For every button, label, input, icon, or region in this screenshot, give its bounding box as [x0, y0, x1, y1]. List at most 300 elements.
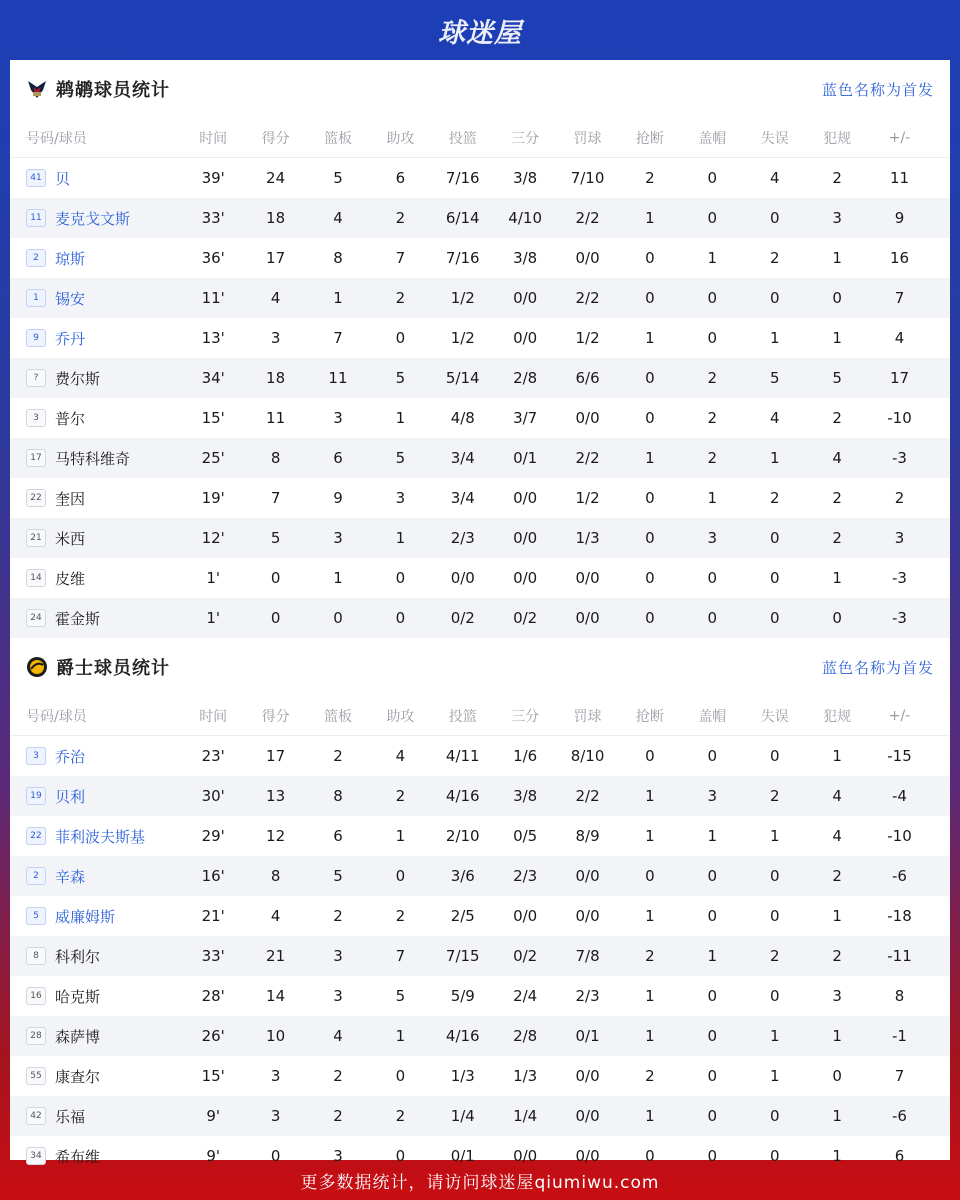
stat-blocks: 0	[707, 987, 718, 1005]
stat-three: 0/0	[513, 569, 538, 587]
player-row[interactable]	[10, 976, 950, 1016]
player-row[interactable]	[10, 598, 950, 638]
stat-blocks: 0	[707, 867, 718, 885]
stat-plus-minus: 11	[889, 169, 910, 187]
column-header: 投篮	[448, 708, 477, 725]
stat-steals: 1	[645, 449, 655, 467]
stat-rebounds: 3	[333, 987, 343, 1005]
stat-fouls: 1	[832, 1027, 842, 1045]
jersey-number: 24	[26, 609, 46, 627]
player-row[interactable]	[10, 558, 950, 598]
player-row[interactable]	[10, 776, 950, 816]
player-cell	[10, 288, 182, 309]
stat-ft: 0/1	[575, 1027, 600, 1045]
stat-fouls: 1	[832, 329, 842, 347]
stat-fouls: 4	[832, 827, 842, 845]
stat-fg: 5/9	[450, 987, 475, 1005]
stat-plus-minus: 2	[894, 489, 905, 507]
stat-fg: 3/4	[450, 449, 475, 467]
stat-time: 34'	[201, 369, 225, 387]
stat-fouls: 5	[832, 369, 842, 387]
player-row[interactable]	[10, 278, 950, 318]
stat-blocks: 0	[707, 169, 718, 187]
stat-ft: 0/0	[575, 1067, 600, 1085]
jersey-number: 28	[26, 1027, 46, 1045]
player-name[interactable]: 皮维	[55, 569, 86, 588]
player-row[interactable]	[10, 518, 950, 558]
stat-three: 1/6	[513, 747, 538, 765]
jersey-number: 8	[26, 947, 46, 965]
player-row[interactable]	[10, 398, 950, 438]
jersey-number: 3	[26, 747, 46, 765]
stat-steals: 1	[645, 1027, 655, 1045]
stat-three: 0/5	[513, 827, 538, 845]
stat-ft: 0/0	[575, 1107, 600, 1125]
stat-fouls: 2	[832, 947, 842, 965]
stat-rebounds: 3	[333, 947, 343, 965]
stat-fouls: 2	[832, 489, 842, 507]
stat-fouls: 2	[832, 529, 842, 547]
stat-points: 8	[270, 867, 281, 885]
stat-ft: 8/10	[570, 747, 605, 765]
stat-fouls: 0	[832, 609, 842, 627]
column-header: 三分	[511, 130, 540, 147]
stat-ft: 2/3	[575, 987, 600, 1005]
stat-plus-minus: -10	[887, 409, 912, 427]
stat-plus-minus: -15	[887, 747, 912, 765]
stat-assists: 2	[395, 1107, 406, 1125]
stat-fg: 5/14	[445, 369, 480, 387]
player-name[interactable]: 森萨博	[55, 1027, 101, 1046]
section-header	[10, 60, 950, 118]
stat-three: 3/8	[513, 787, 538, 805]
player-cell	[10, 368, 182, 389]
stat-time: 13'	[201, 329, 225, 347]
stat-rebounds: 1	[333, 569, 343, 587]
stat-assists: 0	[395, 569, 406, 587]
stat-blocks: 0	[707, 609, 718, 627]
stat-fouls: 2	[832, 169, 842, 187]
stat-points: 0	[270, 609, 281, 627]
player-name[interactable]: 马特科维奇	[55, 449, 131, 468]
stat-steals: 0	[645, 569, 655, 587]
stat-steals: 0	[645, 609, 655, 627]
stat-assists: 1	[395, 409, 406, 427]
player-name[interactable]: 霍金斯	[55, 609, 101, 628]
stat-blocks: 3	[707, 787, 718, 805]
stat-time: 25'	[201, 449, 225, 467]
jersey-number: 34	[26, 1147, 46, 1165]
stat-blocks: 2	[707, 369, 718, 387]
stat-points: 11	[266, 409, 286, 427]
player-name[interactable]: 乔丹	[55, 329, 86, 348]
stat-assists: 0	[395, 1067, 406, 1085]
stat-ft: 2/2	[575, 449, 600, 467]
player-name[interactable]: 奎因	[55, 489, 86, 508]
stat-time: 1'	[206, 609, 221, 627]
stat-fg: 1/4	[450, 1107, 475, 1125]
stat-blocks: 1	[707, 827, 718, 845]
stat-three: 0/0	[513, 329, 538, 347]
starter-legend: 蓝色名称为首发	[821, 80, 934, 99]
stat-ft: 8/9	[575, 827, 600, 845]
player-cell	[10, 946, 182, 967]
stat-turnovers: 4	[769, 169, 780, 187]
stat-blocks: 2	[707, 449, 718, 467]
stat-assists: 3	[395, 489, 406, 507]
stat-three: 2/3	[513, 867, 538, 885]
stat-turnovers: 0	[769, 907, 780, 925]
player-name[interactable]: 琼斯	[55, 249, 86, 268]
jersey-number: 21	[26, 529, 46, 547]
stat-blocks: 0	[707, 907, 718, 925]
player-cell	[10, 408, 182, 429]
jersey-number: 2	[26, 249, 46, 267]
stat-blocks: 0	[707, 1027, 718, 1045]
stat-fouls: 1	[832, 569, 842, 587]
stat-ft: 2/2	[575, 289, 600, 307]
player-name[interactable]: 麦克戈文斯	[55, 209, 131, 228]
stat-time: 9'	[206, 1147, 221, 1165]
stat-fouls: 1	[832, 747, 842, 765]
team-title: 爵士球员统计	[56, 658, 170, 679]
stat-turnovers: 0	[769, 1107, 780, 1125]
stat-points: 5	[270, 529, 281, 547]
column-header: 失误	[760, 708, 789, 725]
stat-blocks: 0	[707, 209, 718, 227]
player-row[interactable]	[10, 438, 950, 478]
column-header-row	[10, 696, 950, 736]
stat-turnovers: 1	[769, 827, 780, 845]
stat-time: 19'	[201, 489, 225, 507]
stat-steals: 0	[645, 289, 655, 307]
stat-ft: 2/2	[575, 209, 600, 227]
stat-three: 0/2	[513, 609, 538, 627]
stat-time: 15'	[201, 409, 225, 427]
stat-ft: 0/0	[575, 249, 600, 267]
stat-points: 24	[266, 169, 286, 187]
player-row[interactable]	[10, 936, 950, 976]
stat-steals: 1	[645, 209, 655, 227]
stat-ft: 6/6	[575, 369, 600, 387]
stat-turnovers: 1	[769, 1027, 780, 1045]
stat-assists: 5	[395, 449, 406, 467]
stat-plus-minus: 7	[894, 289, 905, 307]
jersey-number: 42	[26, 1107, 46, 1125]
stat-ft: 1/2	[575, 489, 600, 507]
stat-turnovers: 0	[769, 569, 780, 587]
stat-assists: 5	[395, 987, 406, 1005]
jersey-number: 22	[26, 827, 46, 845]
stat-steals: 0	[645, 249, 655, 267]
jersey-number: 1	[26, 289, 46, 307]
stat-fg: 2/5	[450, 907, 475, 925]
stat-plus-minus: -3	[892, 569, 907, 587]
player-row[interactable]	[10, 896, 950, 936]
stat-fg: 2/10	[445, 827, 480, 845]
stat-time: 16'	[201, 867, 225, 885]
player-name[interactable]: 乔治	[55, 747, 86, 766]
stat-fouls: 2	[832, 867, 842, 885]
stat-three: 0/0	[513, 529, 538, 547]
jersey-number: 14	[26, 569, 46, 587]
stat-rebounds: 11	[328, 369, 348, 387]
stat-blocks: 0	[707, 329, 718, 347]
stat-turnovers: 1	[769, 1067, 780, 1085]
column-header: 时间	[199, 130, 228, 147]
jersey-number: 3	[26, 409, 46, 427]
stat-points: 18	[266, 209, 286, 227]
stat-ft: 0/0	[575, 409, 600, 427]
player-cell	[10, 608, 182, 629]
player-name[interactable]: 科利尔	[55, 947, 101, 966]
player-row[interactable]	[10, 1096, 950, 1136]
stat-rebounds: 3	[333, 1147, 343, 1165]
jersey-number: 55	[26, 1067, 46, 1085]
column-header: 罚球	[573, 708, 602, 725]
stat-time: 33'	[201, 209, 225, 227]
stat-points: 8	[270, 449, 281, 467]
stat-plus-minus: -18	[887, 907, 912, 925]
column-header: 罚球	[573, 130, 602, 147]
stat-steals: 2	[645, 169, 655, 187]
stat-plus-minus: 7	[894, 1067, 905, 1085]
jersey-number: 11	[26, 209, 46, 227]
jersey-number: 2	[26, 867, 46, 885]
stat-turnovers: 1	[769, 329, 780, 347]
stat-rebounds: 5	[333, 169, 343, 187]
stat-ft: 7/8	[575, 947, 600, 965]
stat-three: 3/8	[513, 249, 538, 267]
jazz-logo-icon	[26, 656, 48, 678]
team-section	[10, 60, 950, 638]
team-heading	[26, 654, 170, 680]
stat-plus-minus: 4	[894, 329, 905, 347]
stat-steals: 1	[645, 987, 655, 1005]
player-row[interactable]	[10, 1056, 950, 1096]
stat-points: 18	[266, 369, 286, 387]
stat-fouls: 3	[832, 209, 842, 227]
stat-fg: 4/11	[445, 747, 480, 765]
stat-fg: 1/2	[450, 329, 475, 347]
pelicans-logo-icon	[26, 78, 48, 100]
stat-time: 1'	[206, 569, 221, 587]
stat-turnovers: 4	[769, 409, 780, 427]
stat-fg: 7/15	[445, 947, 480, 965]
jersey-number: 16	[26, 987, 46, 1005]
player-cell	[10, 248, 182, 269]
player-name[interactable]: 威廉姆斯	[55, 907, 116, 926]
stat-three: 0/0	[513, 1147, 538, 1165]
player-name[interactable]: 米西	[55, 529, 86, 548]
stat-three: 0/0	[513, 907, 538, 925]
player-row[interactable]	[10, 736, 950, 776]
player-cell	[10, 168, 182, 189]
stat-blocks: 1	[707, 947, 718, 965]
player-name[interactable]: 费尔斯	[55, 369, 101, 388]
footer-banner: 更多数据统计，请访问球迷屋qiumiwu.com	[300, 1172, 660, 1193]
column-header: 时间	[199, 708, 228, 725]
player-row[interactable]	[10, 856, 950, 896]
jersey-number: 5	[26, 907, 46, 925]
player-name[interactable]: 康查尔	[55, 1067, 101, 1086]
stat-plus-minus: 8	[894, 987, 905, 1005]
starter-legend: 蓝色名称为首发	[821, 658, 934, 677]
stat-rebounds: 2	[333, 747, 343, 765]
player-row[interactable]	[10, 158, 950, 198]
stat-rebounds: 5	[333, 867, 343, 885]
stat-rebounds: 7	[333, 329, 343, 347]
stat-rebounds: 8	[333, 787, 343, 805]
stat-time: 36'	[201, 249, 225, 267]
stat-fg: 3/6	[450, 867, 475, 885]
player-name[interactable]: 锡安	[55, 289, 86, 308]
stat-time: 39'	[201, 169, 225, 187]
stat-rebounds: 1	[333, 289, 343, 307]
jersey-number: 22	[26, 489, 46, 507]
stat-steals: 0	[645, 747, 655, 765]
column-header: 得分	[261, 708, 290, 725]
stat-fouls: 0	[832, 1067, 842, 1085]
stat-points: 0	[270, 569, 281, 587]
column-header: 篮板	[323, 708, 352, 725]
stat-steals: 1	[645, 787, 655, 805]
stat-assists: 1	[395, 1027, 406, 1045]
stat-three: 0/2	[513, 947, 538, 965]
jersey-number: 9	[26, 329, 46, 347]
stat-time: 11'	[201, 289, 225, 307]
stat-fg: 0/1	[450, 1147, 475, 1165]
stat-time: 21'	[201, 907, 225, 925]
stat-plus-minus: 3	[894, 529, 905, 547]
player-row[interactable]	[10, 816, 950, 856]
player-name[interactable]: 希布维	[55, 1147, 101, 1166]
player-cell	[10, 1066, 182, 1087]
column-header: 号码/球员	[26, 130, 87, 147]
stat-blocks: 0	[707, 1067, 718, 1085]
stat-three: 3/8	[513, 169, 538, 187]
stat-assists: 0	[395, 329, 406, 347]
stat-ft: 1/3	[575, 529, 600, 547]
stat-plus-minus: 6	[894, 1147, 905, 1165]
stat-fg: 2/3	[450, 529, 475, 547]
stat-assists: 4	[395, 747, 406, 765]
player-name[interactable]: 哈克斯	[55, 987, 101, 1006]
stats-panel	[10, 60, 950, 1166]
player-cell	[10, 786, 182, 807]
stat-plus-minus: -1	[892, 1027, 907, 1045]
stat-points: 10	[266, 1027, 286, 1045]
stat-blocks: 3	[707, 529, 718, 547]
player-name[interactable]: 贝利	[55, 787, 86, 806]
stat-turnovers: 0	[769, 747, 780, 765]
stat-blocks: 2	[707, 409, 718, 427]
stat-steals: 1	[645, 329, 655, 347]
stat-rebounds: 3	[333, 409, 343, 427]
column-header: 得分	[261, 130, 290, 147]
stat-blocks: 0	[707, 747, 718, 765]
stat-points: 7	[270, 489, 281, 507]
stat-rebounds: 2	[333, 907, 343, 925]
player-cell	[10, 488, 182, 509]
player-row[interactable]	[10, 198, 950, 238]
stat-points: 21	[266, 947, 286, 965]
stat-ft: 7/10	[570, 169, 605, 187]
stat-turnovers: 5	[769, 369, 780, 387]
player-cell	[10, 986, 182, 1007]
player-cell	[10, 448, 182, 469]
stat-rebounds: 6	[333, 827, 343, 845]
stat-time: 28'	[201, 987, 225, 1005]
player-row[interactable]	[10, 238, 950, 278]
stat-ft: 0/0	[575, 907, 600, 925]
stat-fouls: 1	[832, 1147, 842, 1165]
stat-ft: 0/0	[575, 1147, 600, 1165]
stat-turnovers: 2	[769, 787, 780, 805]
column-header: 助攻	[386, 708, 415, 725]
jersey-number: 19	[26, 787, 46, 805]
stat-three: 0/0	[513, 289, 538, 307]
player-row[interactable]	[10, 358, 950, 398]
column-header: +/-	[888, 707, 911, 724]
stat-ft: 0/0	[575, 609, 600, 627]
stat-fouls: 0	[832, 289, 842, 307]
column-header: 投篮	[448, 130, 477, 147]
stat-three: 4/10	[508, 209, 542, 227]
stat-fg: 0/0	[450, 569, 475, 587]
player-name[interactable]: 菲利波夫斯基	[55, 827, 146, 846]
stat-assists: 5	[395, 369, 406, 387]
player-row[interactable]	[10, 1016, 950, 1056]
player-row[interactable]	[10, 318, 950, 358]
player-name[interactable]: 乐福	[55, 1107, 86, 1126]
stat-turnovers: 2	[769, 249, 780, 267]
team-heading	[26, 76, 170, 102]
stat-rebounds: 3	[333, 529, 343, 547]
top-bar	[0, 0, 960, 60]
stat-assists: 0	[395, 867, 406, 885]
column-header: 盖帽	[698, 130, 727, 147]
stat-rebounds: 8	[333, 249, 343, 267]
stat-turnovers: 2	[769, 489, 780, 507]
stat-plus-minus: -3	[892, 449, 907, 467]
jersey-number: 17	[26, 449, 46, 467]
stat-time: 9'	[206, 1107, 221, 1125]
column-header: 抢断	[635, 130, 664, 147]
column-header: 助攻	[386, 130, 415, 147]
stat-three: 1/3	[513, 1067, 538, 1085]
stat-turnovers: 0	[769, 529, 780, 547]
stat-fg: 0/2	[450, 609, 475, 627]
player-name[interactable]: 普尔	[55, 409, 86, 428]
stat-ft: 1/2	[575, 329, 600, 347]
player-row[interactable]	[10, 478, 950, 518]
stat-plus-minus: -6	[892, 1107, 907, 1125]
column-header: 失误	[760, 130, 789, 147]
column-header-row	[10, 118, 950, 158]
player-cell	[10, 866, 182, 887]
stat-plus-minus: -11	[887, 947, 912, 965]
stat-time: 15'	[201, 1067, 225, 1085]
stat-fouls: 4	[832, 787, 842, 805]
player-name[interactable]: 辛森	[55, 867, 86, 886]
stat-plus-minus: 17	[889, 369, 910, 387]
stat-points: 13	[266, 787, 286, 805]
stat-steals: 0	[645, 489, 655, 507]
stat-fouls: 1	[832, 1107, 842, 1125]
player-name[interactable]: 贝	[55, 169, 71, 188]
jersey-number: 41	[26, 169, 46, 187]
